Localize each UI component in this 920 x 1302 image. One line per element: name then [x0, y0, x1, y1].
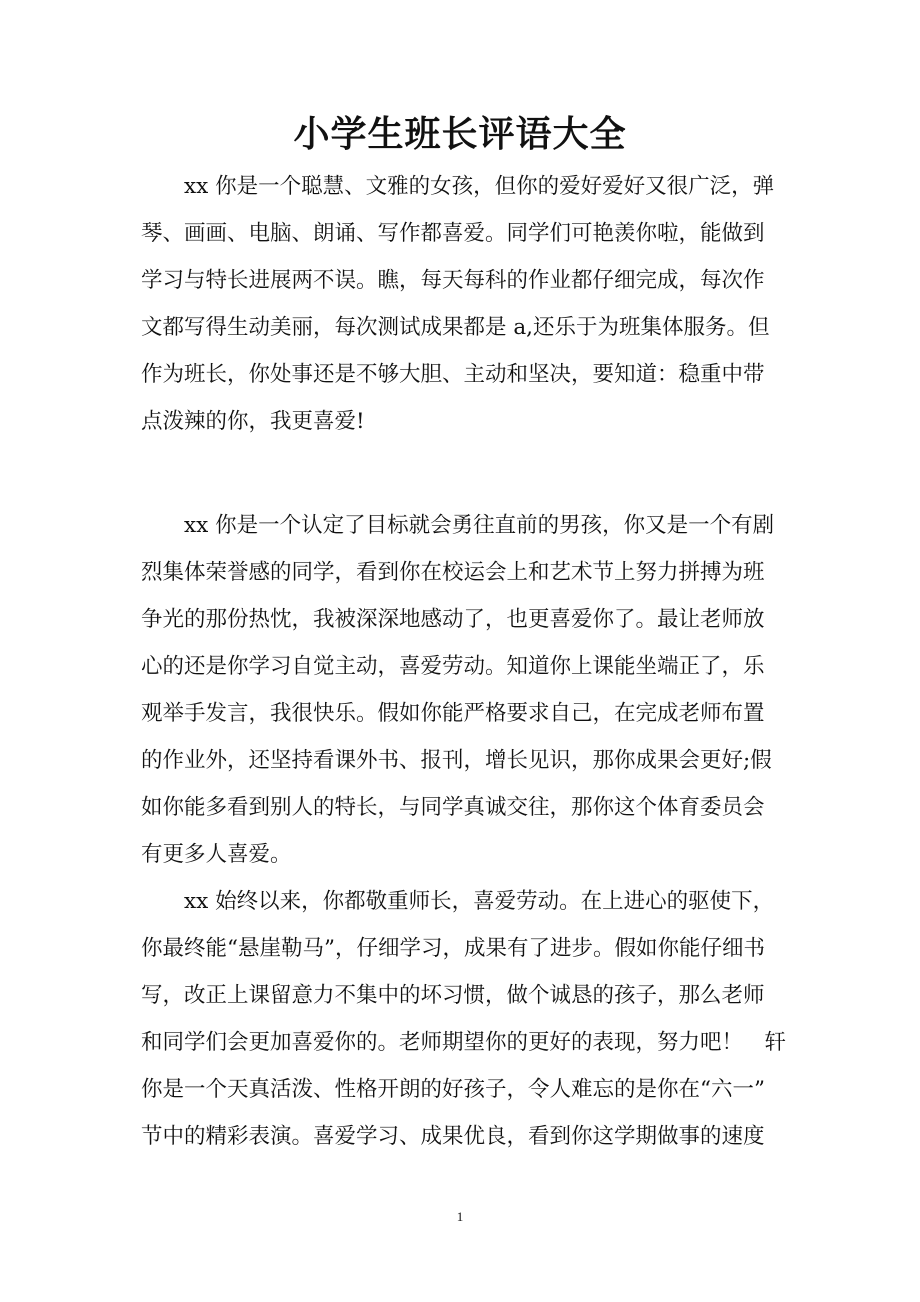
paragraph-line: xx 始终以来，你都敬重师长，喜爱劳动。在上进心的驱使下， [141, 889, 775, 914]
paragraph-line: 写，改正上课留意力不集中的坏习惯，做个诚恳的孩子，那么老师 [141, 983, 765, 1008]
paragraph-line: 文都写得生动美丽，每次测试成果都是 a,还乐于为班集体服务。但 [141, 315, 770, 340]
paragraph-line: 心的还是你学习自觉主动，喜爱劳动。知道你上课能坐端正了，乐 [141, 654, 765, 679]
paragraph-line: 和同学们会更加喜爱你的。老师期望你的更好的表现，努力吧！ 轩 [141, 1030, 787, 1055]
paragraph-line: 烈集体荣誉感的同学，看到你在校运会上和艺术节上努力拼搏为班 [141, 560, 765, 585]
page-number: 1 [456, 1209, 464, 1224]
paragraph-3 [141, 878, 787, 1160]
paragraph-line: 作为班长，你处事还是不够大胆、主动和坚决，要知道：稳重中带 [141, 362, 765, 387]
paragraph-line: 你最终能“悬崖勒马”，仔细学习，成果有了进步。假如你能仔细书 [141, 936, 765, 961]
paragraph-line: 节中的精彩表演。喜爱学习、成果优良，看到你这学期做事的速度 [141, 1124, 765, 1149]
paragraph-line: 琴、画画、电脑、朗诵、写作都喜爱。同学们可艳羡你啦，能做到 [141, 221, 765, 246]
paragraph-line: 你是一个天真活泼、性格开朗的好孩子，令人难忘的是你在“六一” [141, 1077, 765, 1102]
paragraph-line: 争光的那份热忱，我被深深地感动了，也更喜爱你了。最让老师放 [141, 607, 765, 632]
paragraph-line: 点泼辣的你，我更喜爱! [141, 409, 365, 434]
paragraph-line: xx 你是一个聪慧、文雅的女孩，但你的爱好爱好又很广泛，弹 [141, 174, 775, 199]
paragraph-line: 学习与特长进展两不误。瞧，每天每科的作业都仔细完成，每次作 [141, 268, 765, 293]
paragraph-2 [141, 502, 781, 878]
paragraph-line: 有更多人喜爱。 [141, 842, 292, 867]
paragraph-line: 的作业外，还坚持看课外书、报刊，增长见识，那你成果会更好;假 [141, 748, 772, 773]
page-title: 小学生班长评语大全 [293, 113, 627, 155]
paragraph-line: 如你能多看到别人的特长，与同学真诚交往，那你这个体育委员会 [141, 795, 765, 820]
paragraph-line: 观举手发言，我很快乐。假如你能严格要求自己，在完成老师布置 [141, 701, 765, 726]
paragraph-line: xx 你是一个认定了目标就会勇往直前的男孩，你又是一个有剧 [141, 513, 775, 538]
paragraph-1 [141, 163, 781, 445]
